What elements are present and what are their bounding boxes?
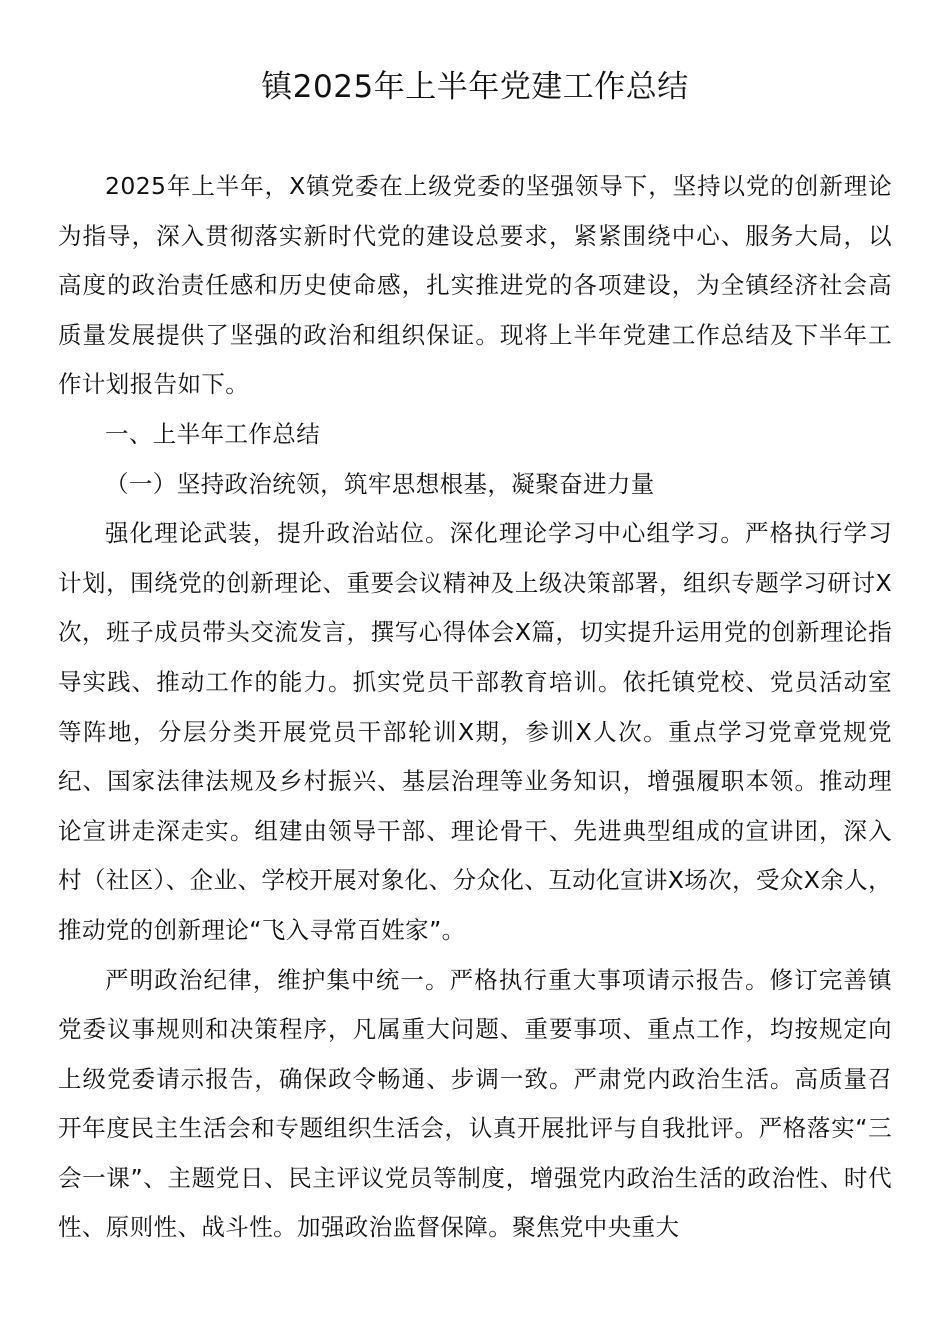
body-paragraph-theory: 强化理论武装，提升政治站位。深化理论学习中心组学习。严格执行学习计划，围绕党的创新理论、重要会议精神及上级决策部署，组织专题学习研讨X次，班子成员带头交流发言，撰写心得体会X篇，切实提升运用党的创新理论指导实践、推动工作的能力。抓实党员干部教育培训。依托镇党校、党员活动室等阵地，分层分类开展党员干部轮训X期，参训X人次。重点学习党章党规党纪、国家法律法规及乡村振兴、基层治理等业务知识，增强履职本领。推动理论宣讲走深走实。组建由领导干部、理论骨干、先进典型组成的宣讲团，深入村（社区）、企业、学校开展对象化、分众化、互动化宣讲X场次，受众X余人，推动党的创新理论“飞入寻常百姓家”。 (58, 519, 892, 944)
intro-paragraph: 2025年上半年，X镇党委在上级党委的坚强领导下，坚持以党的创新理论为指导，深入贯彻落实新时代党的建设总要求，紧紧围绕中心、服务大局，以高度的政治责任感和历史使命感，扎实推进党的各项建设，为全镇经济社会高质量发展提供了坚强的政治和组织保证。现将上半年党建工作总结及下半年工作计划报告如下。 (58, 172, 892, 399)
body-paragraph-discipline: 严明政治纪律，维护集中统一。严格执行重大事项请示报告。修订完善镇党委议事规则和决策程序，凡属重大问题、重要事项、重点工作，均按规定向上级党委请示报告，确保政令畅通、步调一致。严肃党内政治生活。高质量召开年度民主生活会和专题组织生活会，认真开展批评与自我批评。严格落实“三会一课”、主题党日、民主评议党员等制度，增强党内政治生活的政治性、时代性、原则性、战斗性。加强政治监督保障。聚焦党中央重大 (58, 965, 892, 1242)
document-body (58, 162, 892, 1253)
section-heading: 一、上半年工作总结 (105, 419, 321, 448)
subsection-heading: （一）坚持政治统领，筑牢思想根基，凝聚奋进力量 (105, 469, 655, 498)
document-title: 镇2025年上半年党建工作总结 (261, 69, 689, 105)
